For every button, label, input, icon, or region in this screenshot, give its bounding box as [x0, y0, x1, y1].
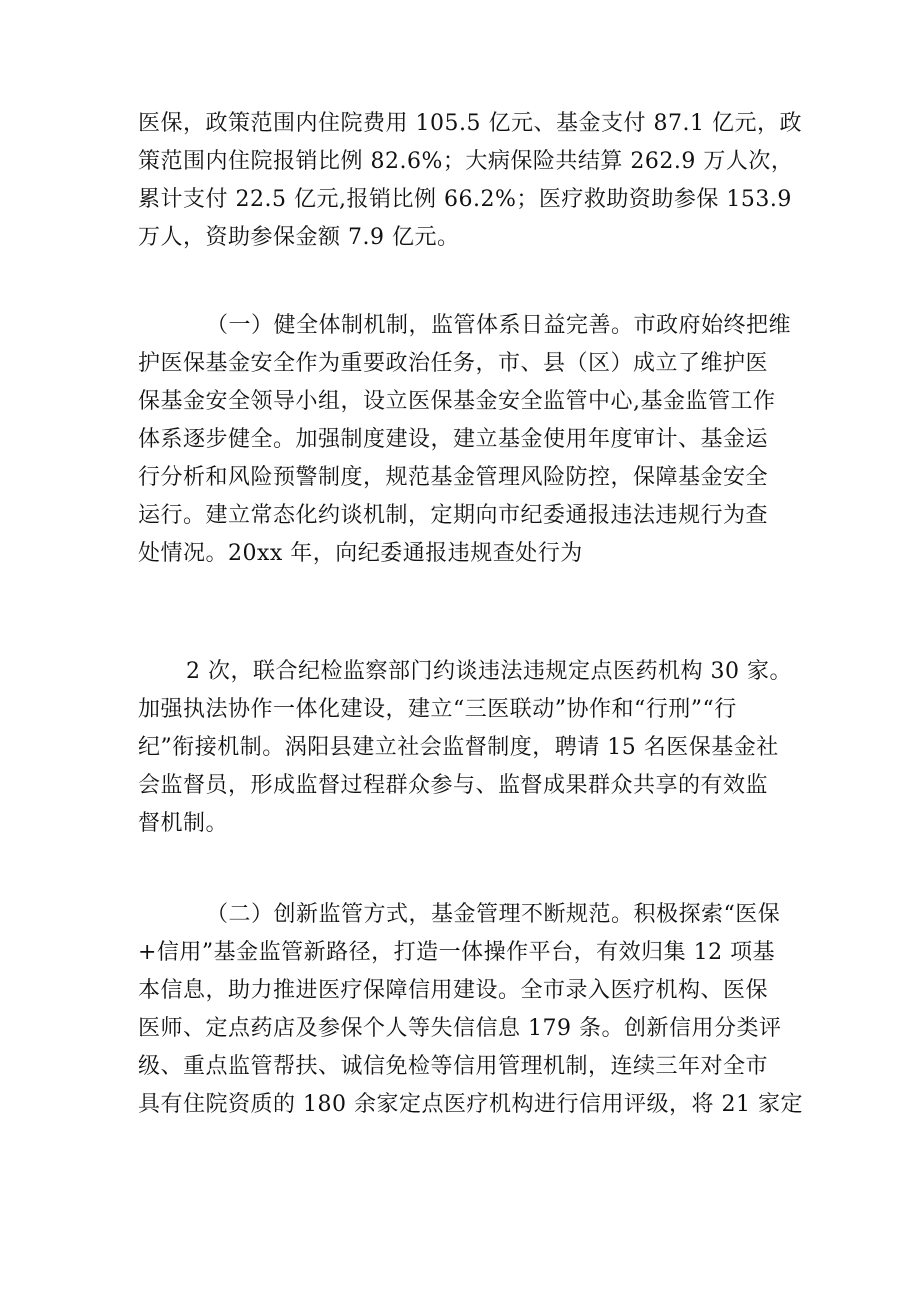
paragraph-line: 纪”衔接机制。涡阳县建立社会监督制度，聘请 15 名医保基金社	[138, 735, 779, 760]
paragraph-line: 本信息，助力推进医疗保障信用建设。全市录入医疗机构、医保	[138, 978, 769, 1003]
paragraph-line: 行分析和风险预警制度，规范基金管理风险防控，保障基金安全	[138, 465, 769, 490]
paragraph-line: 医师、定点药店及参保个人等失信信息 179 条。创新信用分类评	[138, 1016, 782, 1041]
paragraph-line: 加强执法协作一体化建设，建立“三医联动”协作和“行刑”“行	[138, 697, 737, 722]
paragraph-line: +信用”基金监管新路径，打造一体操作平台，有效归集 12 项基	[138, 940, 776, 965]
section-1-paragraph	[138, 307, 794, 573]
intro-paragraph	[138, 105, 802, 257]
paragraph-line: 保基金安全领导小组，设立医保基金安全监管中心,基金监管工作	[138, 389, 776, 414]
paragraph-line: 级、重点监管帮扶、诚信免检等信用管理机制，连续三年对全市	[138, 1054, 769, 1079]
paragraph-line: 督机制。	[138, 811, 229, 836]
paragraph-line: 万人，资助参保金额 7.9 亿元。	[138, 225, 460, 250]
paragraph-line: 2 次，联合纪检监察部门约谈违法违规定点医药机构 30 家。	[186, 659, 792, 684]
paragraph-line: 累计支付 22.5 亿元,报销比例 66.2%；医疗救助资助参保 153.9	[138, 187, 792, 212]
section-1-continuation	[138, 653, 794, 843]
paragraph-line: 会监督员，形成监督过程群众参与、监督成果群众共享的有效监	[138, 773, 769, 798]
paragraph-line: 体系逐步健全。加强制度建设，建立基金使用年度审计、基金运	[138, 427, 769, 452]
paragraph-line: 护医保基金安全作为重要政治任务，市、县（区）成立了维护医	[138, 351, 769, 376]
paragraph-line: 医保，政策范围内住院费用 105.5 亿元、基金支付 87.1 亿元，政	[138, 111, 802, 136]
paragraph-line: 具有住院资质的 180 余家定点医疗机构进行信用评级，将 21 家定	[138, 1092, 803, 1117]
section-heading-line: （二）创新监管方式，基金管理不断规范。积极探索“医保	[206, 902, 781, 927]
section-heading-line: （一）健全体制机制，监管体系日益完善。市政府始终把维	[206, 313, 792, 338]
paragraph-line: 策范围内住院报销比例 82.6%；大病保险共结算 262.9 万人次，	[138, 149, 794, 174]
paragraph-line: 运行。建立常态化约谈机制，定期向市纪委通报违法违规行为查	[138, 503, 769, 528]
paragraph-line: 处情况。20xx 年，向纪委通报违规查处行为	[138, 541, 583, 566]
section-2-paragraph	[138, 896, 803, 1124]
